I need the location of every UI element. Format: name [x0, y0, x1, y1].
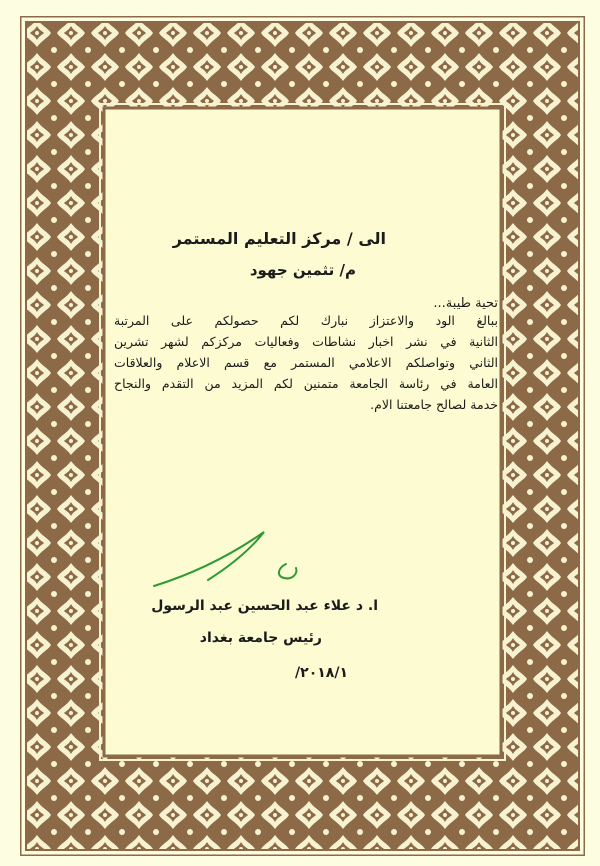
- body-line: الثاني وتواصلكم الاعلامي المستمر مع قسم الاعلام والعلاقات: [114, 355, 498, 370]
- body-line: العامة في رئاسة الجامعة متمنين لكم المزيد من التقدم والنجاح: [114, 376, 498, 391]
- body-line: ببالغ الود والاعتزاز نبارك لكم حصولكم على المرتبة: [114, 313, 498, 328]
- greeting-line: تحية طيبة...: [433, 296, 498, 311]
- letter-date: ٢٠١٨/١/: [295, 665, 348, 681]
- subject-line: م/ تثمين جهود: [249, 261, 356, 279]
- body-line: خدمة لصالح جامعتنا الام.: [370, 397, 498, 412]
- addressee-line: الى / مركز التعليم المستمر: [172, 229, 386, 248]
- signer-name: ا. د علاء عبد الحسين عبد الرسول: [151, 598, 378, 614]
- handwritten-signature: [146, 524, 326, 594]
- body-line: الثانية في نشر اخبار نشاطات وفعاليات مركزكم لشهر تشرين: [114, 334, 498, 349]
- letter-body: [114, 310, 498, 415]
- signer-title: رئيس جامعة بغداد: [199, 630, 322, 646]
- letter-content: [108, 112, 498, 752]
